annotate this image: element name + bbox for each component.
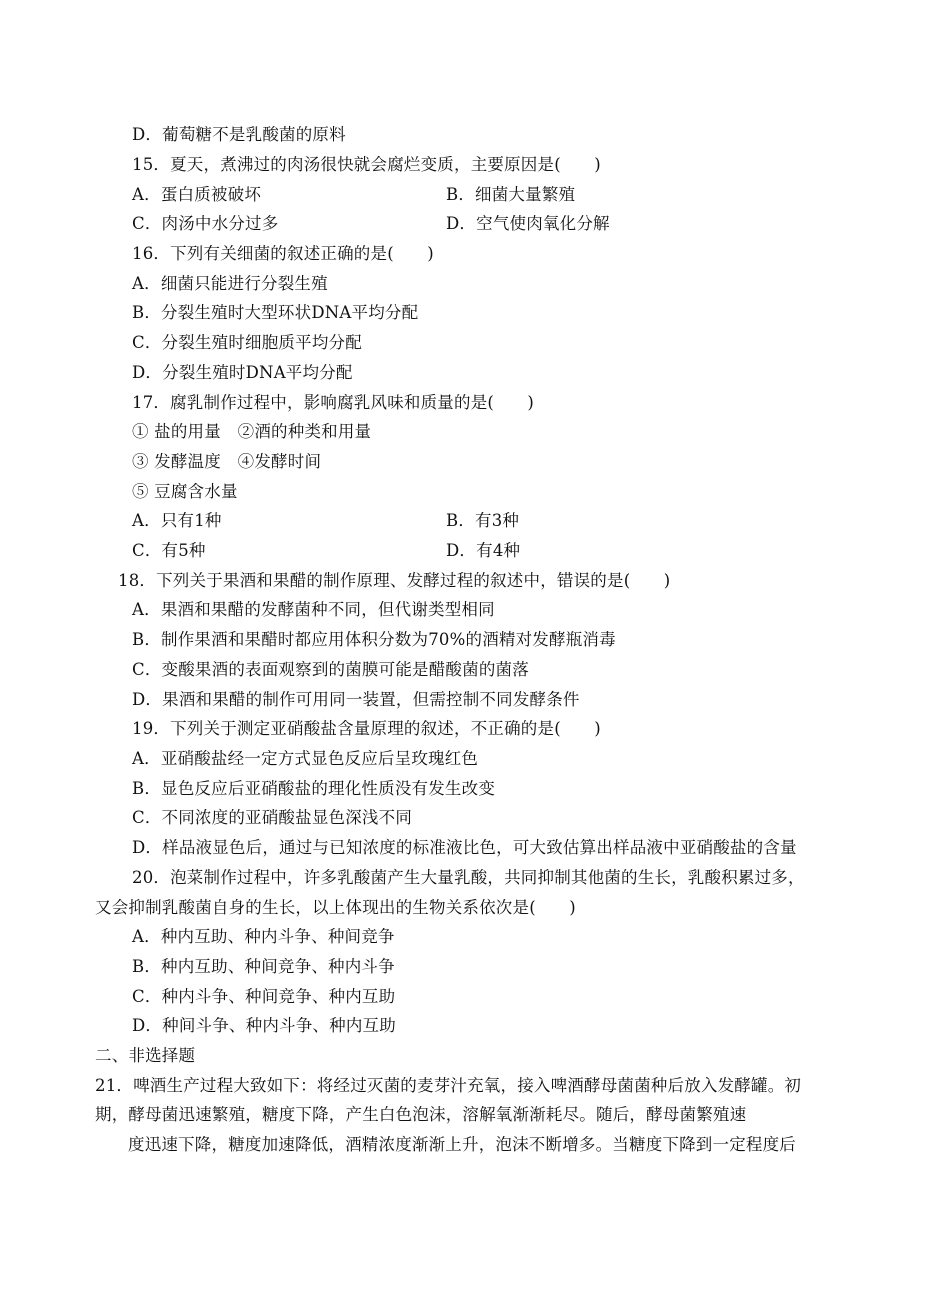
q17-factors-line3: ⑤ 豆腐含水量	[132, 482, 238, 501]
q19-option-a: A．亚硝酸盐经一定方式显色反应后呈玫瑰红色	[132, 749, 479, 768]
q16-stem: 16．下列有关细菌的叙述正确的是( )	[132, 244, 434, 263]
q16-option-d: D．分裂生殖时DNA平均分配	[132, 363, 353, 382]
q17-stem: 17．腐乳制作过程中，影响腐乳风味和质量的是( )	[132, 393, 535, 412]
q18-option-b: B．制作果酒和果醋时都应用体积分数为70%的酒精对发酵瓶消毒	[132, 630, 616, 649]
q19-option-b: B．显色反应后亚硝酸盐的理化性质没有发生改变	[132, 779, 496, 798]
q17-option-c: C．有5种	[132, 541, 206, 560]
q17-option-b: B．有3种	[446, 511, 520, 530]
q16-option-c: C．分裂生殖时细胞质平均分配	[132, 333, 362, 352]
q18-option-c: C．变酸果酒的表面观察到的菌膜可能是醋酸菌的菌落	[132, 660, 529, 679]
q15-stem: 15．夏天，煮沸过的肉汤很快就会腐烂变质，主要原因是( )	[132, 155, 601, 174]
q17-factors-line1: ① 盐的用量 ②酒的种类和用量	[132, 422, 372, 441]
q19-option-d: D．样品液显色后，通过与已知浓度的标准液比色，可大致估算出样品液中亚硝酸盐的含量	[132, 838, 797, 857]
q18-stem: 18．下列关于果酒和果醋的制作原理、发酵过程的叙述中，错误的是( )	[118, 571, 671, 590]
q16-option-a: A．细菌只能进行分裂生殖	[132, 274, 328, 293]
q15-option-b: B．细菌大量繁殖	[446, 185, 576, 204]
q18-option-d: D．果酒和果醋的制作可用同一装置，但需控制不同发酵条件	[132, 690, 580, 709]
q16-option-b: B．分裂生殖时大型环状DNA平均分配	[132, 303, 419, 322]
q17-option-d: D．有4种	[446, 541, 521, 560]
q20-option-d: D．种间斗争、种内斗争、种内互助	[132, 1016, 396, 1035]
q17-option-a: A．只有1种	[132, 511, 222, 530]
q14-option-d: D．葡萄糖不是乳酸菌的原料	[132, 125, 346, 144]
section-heading-non-choice: 二、非选择题	[95, 1046, 196, 1065]
q19-stem: 19．下列关于测定亚硝酸盐含量原理的叙述，不正确的是( )	[132, 719, 601, 738]
q19-option-c: C．不同浓度的亚硝酸盐显色深浅不同	[132, 808, 413, 827]
q20-option-b: B．种内互助、种间竞争、种内斗争	[132, 957, 395, 976]
q15-option-a: A．蛋白质被破坏	[132, 185, 262, 204]
q20-stem-line1: 20．泡菜制作过程中，许多乳酸菌产生大量乳酸，共同抑制其他菌的生长，乳酸积累过多，	[132, 868, 805, 887]
q21-stem-line1: 21．啤酒生产过程大致如下：将经过灭菌的麦芽汁充氧，接入啤酒酵母菌菌种后放入发酵罐。初	[95, 1076, 802, 1095]
q17-factors-line2: ③ 发酵温度 ④发酵时间	[132, 452, 322, 471]
q15-option-d: D．空气使肉氧化分解	[446, 214, 610, 233]
q21-stem-line3: 度迅速下降，糖度加速降低，酒精浓度渐渐上升，泡沫不断增多。当糖度下降到一定程度后	[128, 1135, 796, 1154]
q20-option-a: A．种内互助、种内斗争、种间竞争	[132, 927, 395, 946]
q21-stem-line2: 期，酵母菌迅速繁殖，糖度下降，产生白色泡沫，溶解氧渐渐耗尽。随后，酵母菌繁殖速	[95, 1105, 747, 1124]
q15-option-c: C．肉汤中水分过多	[132, 214, 279, 233]
q18-option-a: A．果酒和果醋的发酵菌种不同，但代谢类型相同	[132, 600, 495, 619]
q20-option-c: C．种内斗争、种间竞争、种内互助	[132, 987, 396, 1006]
q20-stem-line2: 又会抑制乳酸菌自身的生长，以上体现出的生物关系依次是( )	[95, 898, 576, 917]
